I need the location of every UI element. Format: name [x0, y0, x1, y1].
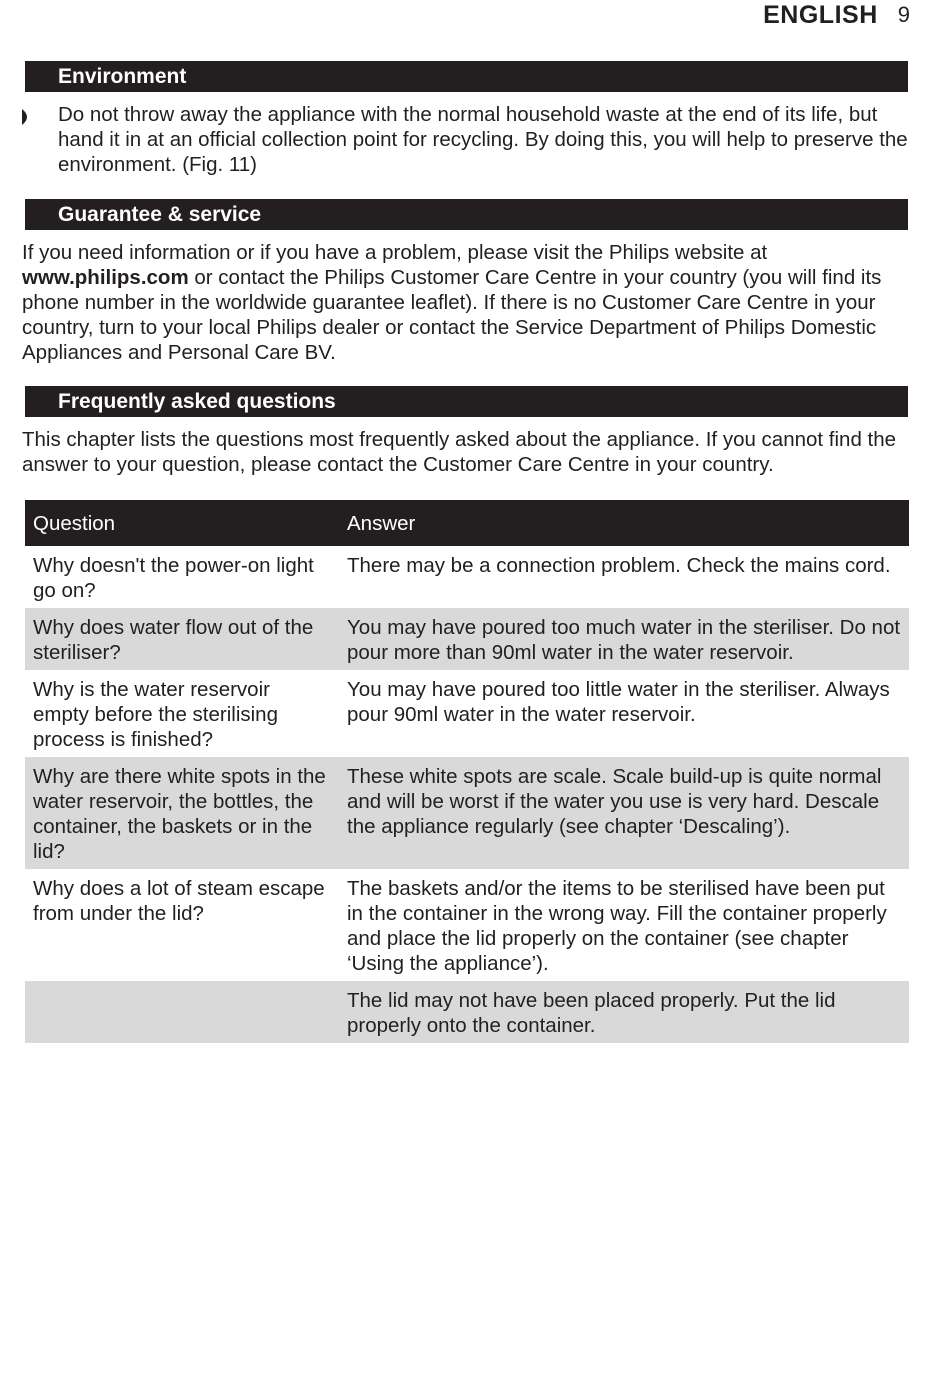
- table-row: [25, 608, 909, 670]
- page-number: 9: [897, 2, 910, 27]
- section-title-environment: Environment: [25, 61, 908, 92]
- section-title-guarantee: Guarantee & service: [25, 199, 908, 230]
- header-question: Question: [25, 500, 339, 546]
- faq-table: [25, 500, 909, 1043]
- faq-intro: This chapter lists the questions most frequently asked about the appliance. If you cannot find the answer to your question, please contact the Customer Care Centre in your country.: [22, 428, 897, 476]
- environment-bullet-item: [22, 102, 908, 177]
- answer-cell: The lid may not have been placed properly. Put the lid properly onto the container.: [339, 981, 909, 1043]
- table-row: [25, 869, 909, 981]
- page-header: [763, 0, 910, 30]
- environment-text: Do not throw away the appliance with the normal household waste at the end of its life, but hand it in at an official collection point for recycling. By doing this, you will help to preserve the environment. (Fig. 11): [58, 103, 908, 176]
- question-cell: Why does a lot of steam escape from under the lid?: [33, 877, 325, 925]
- table-row: [25, 546, 909, 608]
- guarantee-paragraph: [22, 240, 912, 365]
- question-cell: Why are there white spots in the water reservoir, the bottles, the container, the baskets or in the lid?: [25, 757, 339, 869]
- question-cell: Why is the water reservoir empty before the sterilising process is finished?: [33, 678, 278, 751]
- triangle-bullet-icon: [22, 102, 58, 177]
- philips-website-link: www.philips.com: [22, 266, 189, 289]
- faq-table-header: [25, 500, 909, 546]
- answer-cell: You may have poured too little water in the steriliser. Always pour 90ml water in the water reservoir.: [347, 678, 890, 726]
- answer-cell: There may be a connection problem. Check the mains cord.: [347, 554, 891, 577]
- guarantee-text-start: If you need information or if you have a problem, please visit the Philips website at: [22, 241, 768, 264]
- language-label: ENGLISH: [763, 0, 878, 29]
- question-cell: Why doesn't the power-on light go on?: [33, 554, 314, 602]
- answer-cell: You may have poured too much water in the steriliser. Do not pour more than 90ml water in the water reservoir.: [339, 608, 909, 670]
- question-cell: [25, 981, 339, 1043]
- table-row: [25, 981, 909, 1043]
- question-cell: Why does water flow out of the steriliser?: [25, 608, 339, 670]
- table-row: [25, 757, 909, 869]
- table-row: [25, 670, 909, 757]
- header-answer: Answer: [339, 500, 909, 546]
- guarantee-text-end: or contact the Philips Customer Care Centre in your country (you will find its phone number in the worldwide guarantee leaflet). If there is no Customer Care Centre in your country, turn to your local Philips dealer or contact the Service Department of Philips Domestic Appliances and Personal Care BV.: [22, 266, 882, 364]
- section-title-faq: Frequently asked questions: [25, 386, 908, 417]
- answer-cell: The baskets and/or the items to be sterilised have been put in the container in the wrong way. Fill the container properly and place the lid properly on the container (see chapter ‘Using the appliance’).: [347, 877, 887, 975]
- answer-cell: These white spots are scale. Scale build-up is quite normal and will be worst if the water you use is very hard. Descale the appliance regularly (see chapter ‘Descaling’).: [339, 757, 909, 869]
